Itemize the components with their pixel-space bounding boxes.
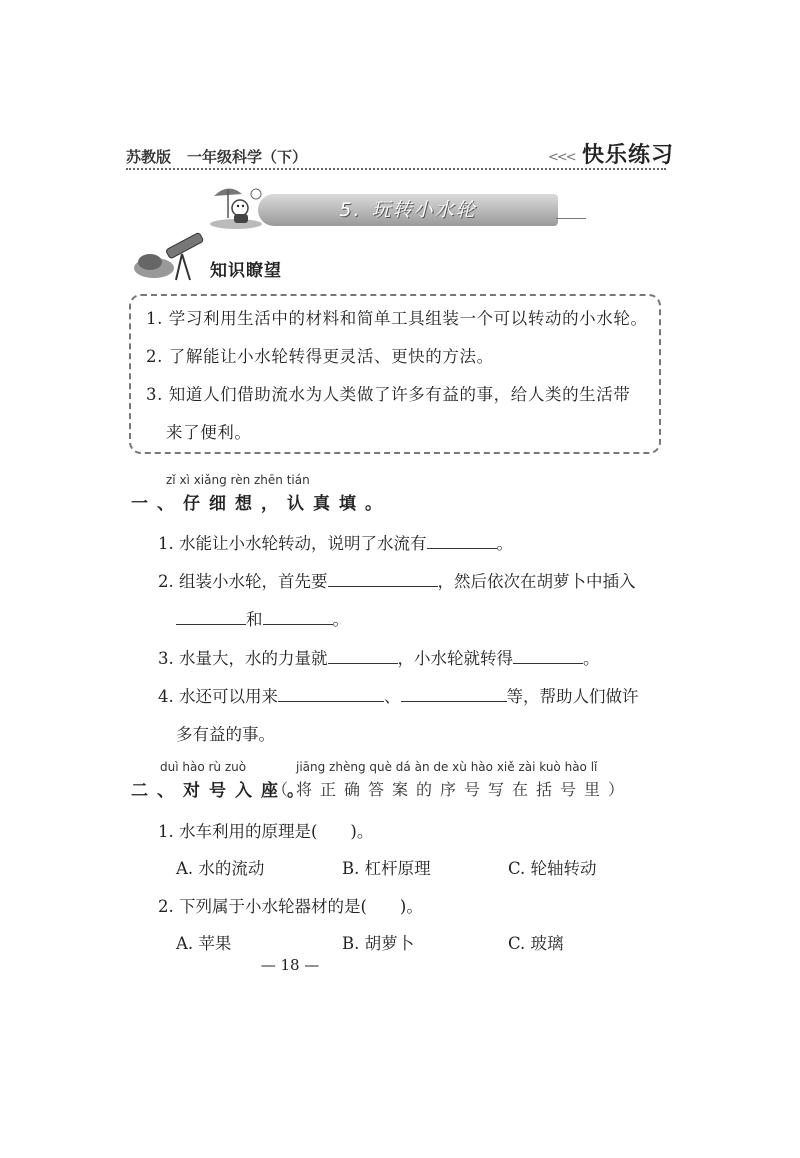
s2-q1-option-c[interactable]: C. 轮轴转动: [508, 859, 597, 878]
s1-q4-blank-1[interactable]: [278, 685, 384, 702]
s2-q1-option-a[interactable]: A. 水的流动: [176, 859, 265, 878]
section2-title: 二、对号入座。: [131, 781, 313, 801]
section2-pinyin-right: jiāng zhèng què dá àn de xù hào xiě zài kuò hào lǐ: [296, 760, 598, 774]
knowledge-section-label: 知识瞭望: [210, 261, 282, 281]
s1-question-4: [158, 683, 639, 707]
objective-item-3: 3. 知道人们借助流水为人类做了许多有益的事，给人类的生活带: [146, 385, 631, 404]
lesson-title-banner: [258, 194, 558, 226]
s1-q3-blank-1[interactable]: [328, 647, 398, 664]
s1-q2-and: 和: [246, 610, 263, 629]
s1-q3-text: 3. 水量大，水的力量就: [158, 649, 328, 668]
s1-question-1: [158, 530, 513, 554]
s2-question-1: 1. 水车利用的原理是( )。: [158, 822, 374, 841]
s1-q2-mid: ，然后依次在胡萝卜中插入: [437, 572, 636, 591]
s1-q4-text: 4. 水还可以用来: [158, 687, 278, 706]
lesson-number: 5.: [339, 199, 362, 221]
s1-q3-mid: ，小水轮就转得: [397, 649, 513, 668]
s1-question-2-cont: [176, 606, 349, 630]
header-divider: [126, 168, 666, 170]
s1-q2-end: 。: [332, 610, 349, 629]
s1-q1-text: 1. 水能让小水轮转动，说明了水流有: [158, 534, 427, 553]
s1-question-4-cont: 多有益的事。: [176, 725, 275, 744]
page-number: — 18 —: [260, 956, 320, 974]
s1-q4-sep: 、: [384, 687, 401, 706]
s1-q4-mid: 等，帮助人们做许: [506, 687, 639, 706]
section1-pinyin: zǐ xì xiǎng rèn zhēn tián: [166, 473, 310, 487]
s1-q4-blank-2[interactable]: [401, 685, 507, 702]
section1-title: 一、仔细想，认真填。: [131, 494, 391, 514]
s1-q2-blank-3[interactable]: [263, 608, 333, 625]
s1-q1-end: 。: [496, 534, 513, 553]
s1-q2-blank-2[interactable]: [176, 608, 246, 625]
banner-tail-line: [556, 218, 586, 219]
s1-q2-text: 2. 组装小水轮，首先要: [158, 572, 328, 591]
s2-q2-option-a[interactable]: A. 苹果: [176, 934, 232, 953]
publisher-label: 苏教版: [126, 148, 172, 166]
s1-q1-blank[interactable]: [427, 532, 497, 549]
s1-question-2: [158, 568, 636, 592]
s2-q2-option-b[interactable]: B. 胡萝卜: [342, 934, 415, 953]
header-edition: [126, 146, 307, 167]
course-label: 一年级科学（下）: [187, 148, 308, 166]
telescope-icon: [132, 232, 212, 282]
s1-question-3: [158, 645, 600, 669]
s2-question-2: 2. 下列属于小水轮器材的是( )。: [158, 897, 423, 916]
s1-q3-blank-2[interactable]: [513, 647, 583, 664]
s2-q2-option-c[interactable]: C. 玻璃: [508, 934, 564, 953]
objective-item-1: 1. 学习利用生活中的材料和简单工具组装一个可以转动的小水轮。: [146, 309, 648, 328]
s1-q3-end: 。: [583, 649, 600, 668]
s2-q1-option-b[interactable]: B. 杠杆原理: [342, 859, 431, 878]
header-arrows: <<<: [548, 150, 575, 165]
objective-item-2: 2. 了解能让小水轮转得更灵活、更快的方法。: [146, 347, 494, 366]
lesson-title: 玩转小水轮: [371, 199, 477, 221]
objective-item-3-cont: 来了便利。: [166, 423, 252, 442]
s1-q2-blank-1[interactable]: [328, 570, 438, 587]
series-title: 快乐练习: [582, 143, 675, 168]
section2-pinyin-left: duì hào rù zuò: [160, 760, 247, 774]
section2-instruction: （将正确答案的序号写在括号里）: [272, 780, 633, 799]
